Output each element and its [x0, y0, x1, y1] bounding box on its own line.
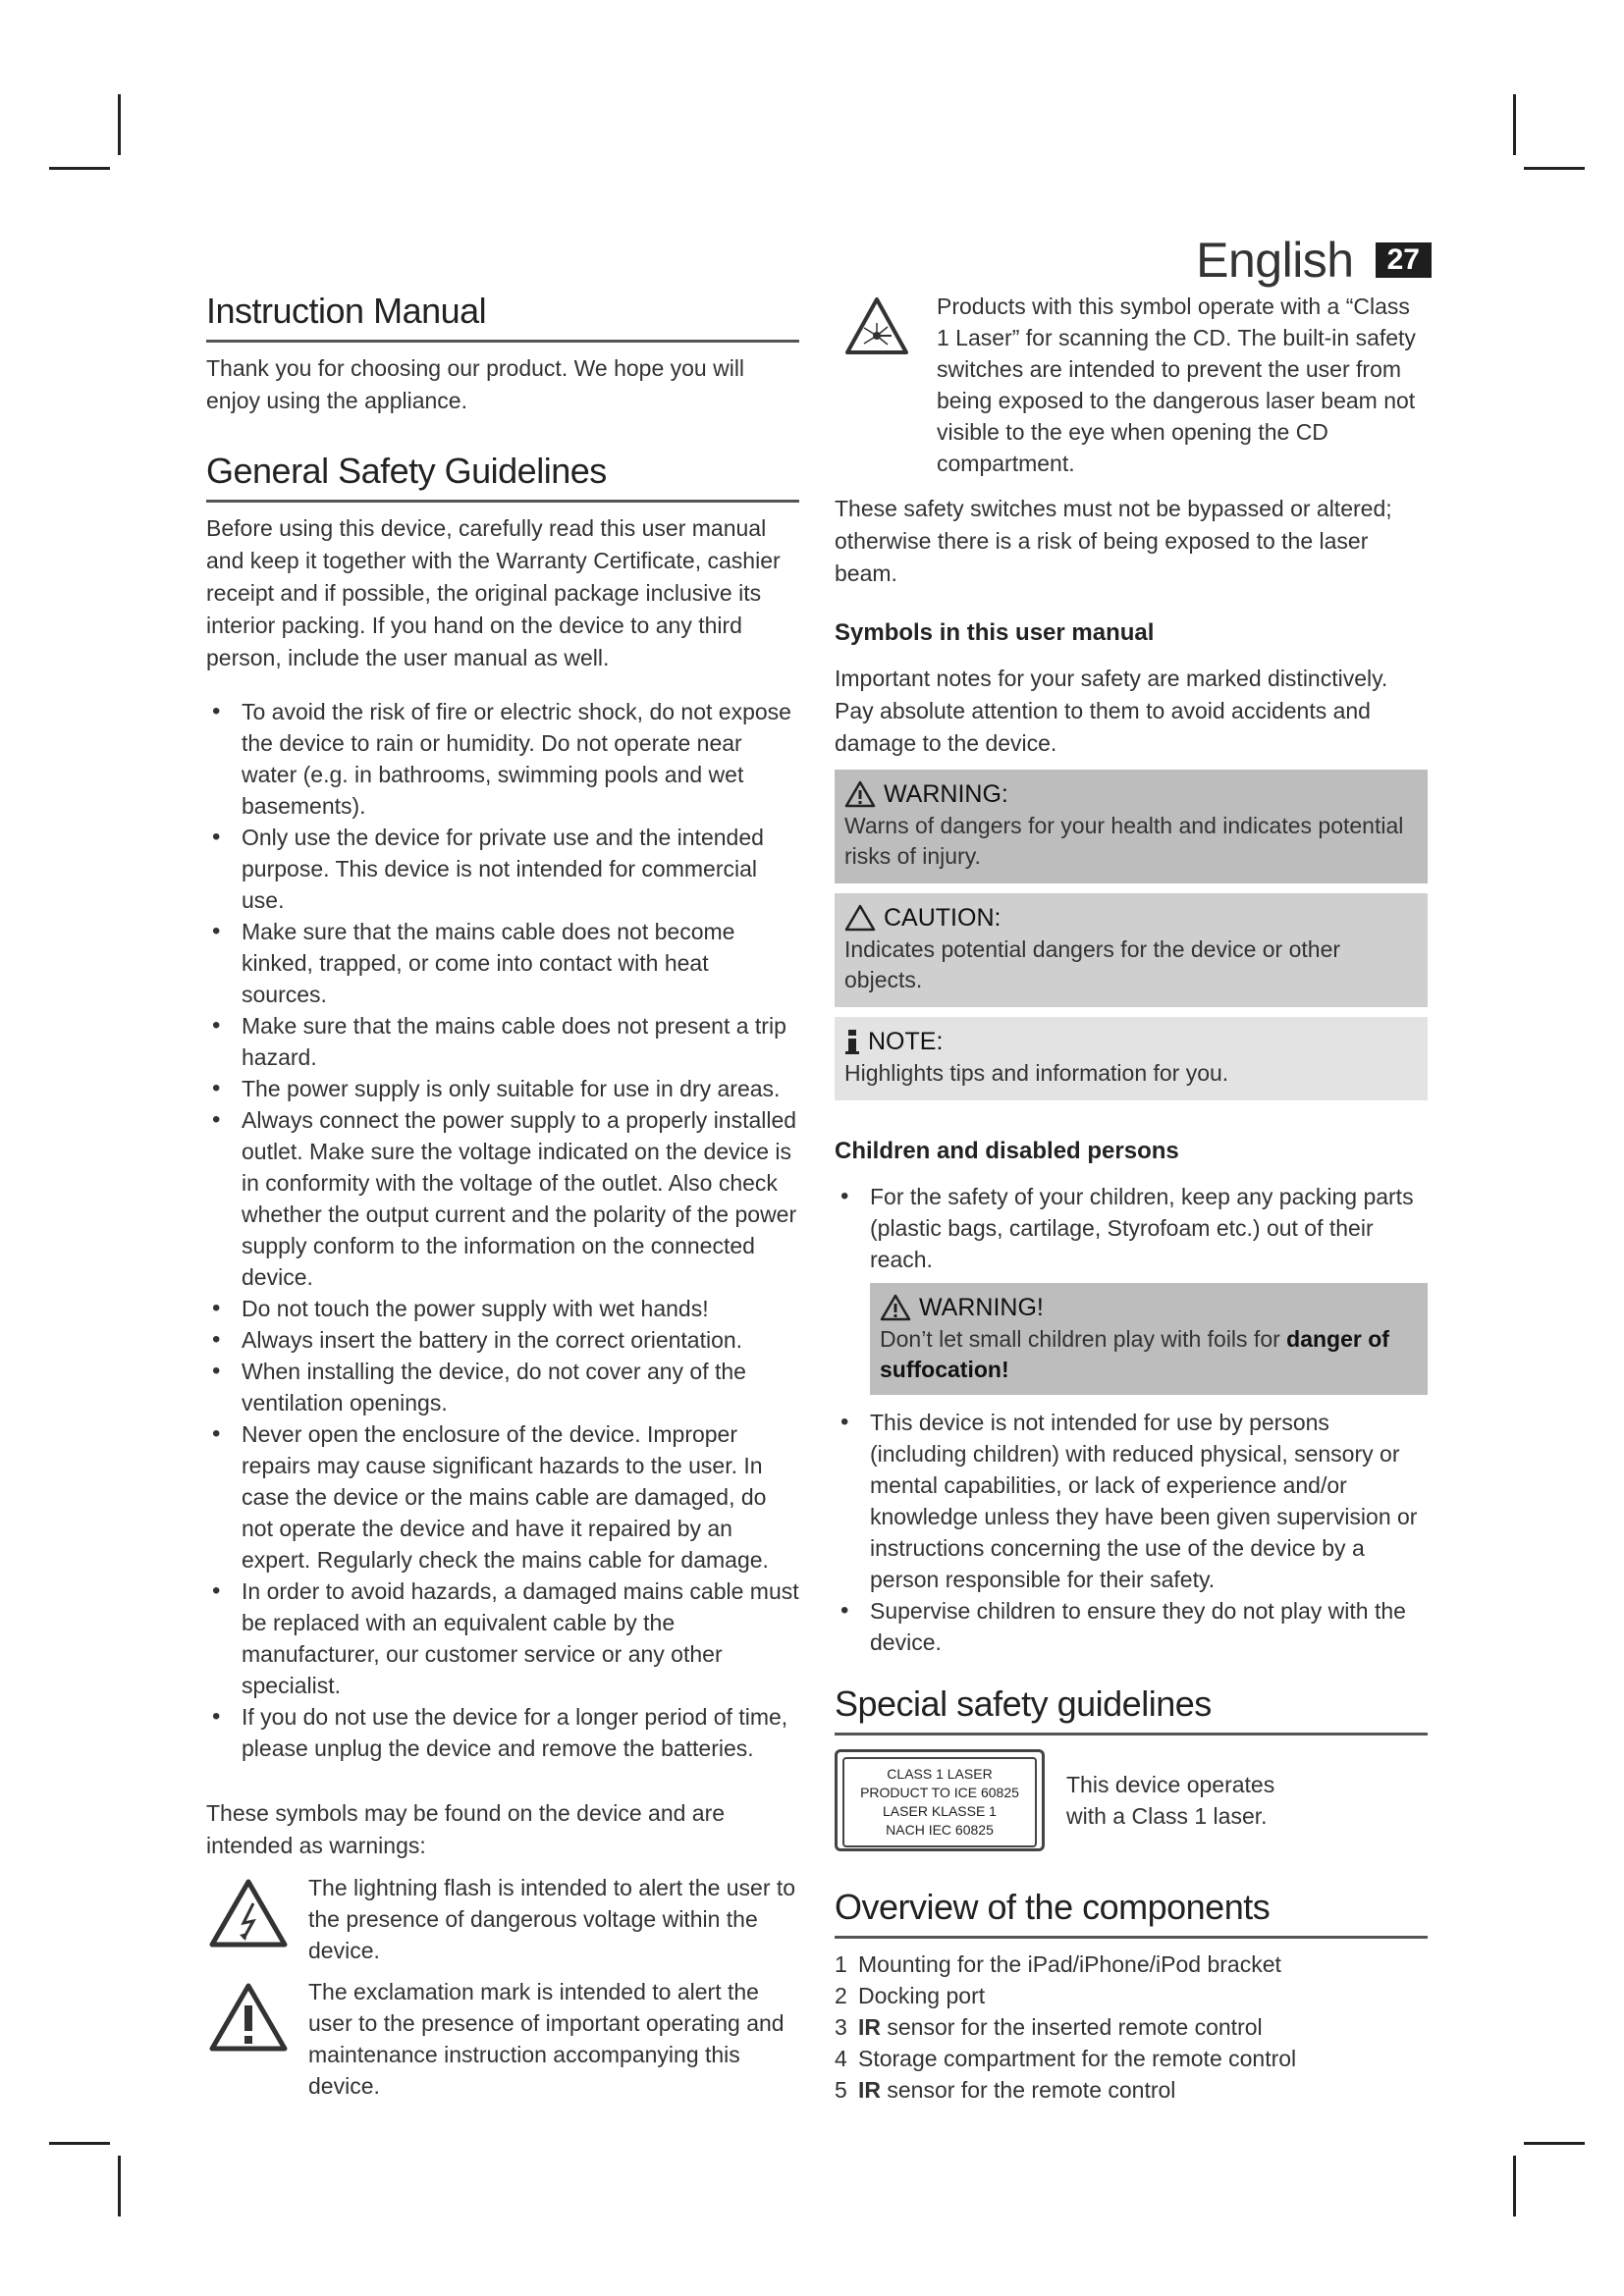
laser-symbol-row: [835, 291, 1428, 479]
caution-icon: [844, 904, 876, 932]
symbols-text: Important notes for your safety are marked distinctively. Pay absolute attention to them to avoid accidents and damage to the device.: [835, 666, 1388, 756]
children-heading: Children and disabled persons: [835, 1138, 1179, 1164]
children-bullet-list: [835, 1181, 1428, 1275]
page-number: 27: [1376, 242, 1432, 278]
laser-class-row: [835, 1749, 1428, 1851]
list-item: • In order to avoid hazards, a damaged mains cable must be replaced with an equivalent cable by the manufacturer, our customer service or any other specialist.: [206, 1575, 799, 1701]
list-item: 2 Docking port: [835, 1983, 986, 2008]
list-item: • When installing the device, do not cover any of the ventilation openings.: [206, 1356, 799, 1418]
intro-text: Thank you for choosing our product. We hope you will enjoy using the appliance.: [206, 355, 745, 413]
crop-mark: [49, 167, 110, 170]
overview-heading: Overview of the components: [835, 1887, 1428, 1939]
special-text: This device operates with a Class 1 laser.: [1066, 1772, 1275, 1829]
laser-label-line: LASER KLASSE 1: [883, 1803, 997, 1819]
symbols-heading: Symbols in this user manual: [835, 619, 1155, 646]
exclamation-text: The exclamation mark is intended to alert the user to the presence of important operating and maintenance instruction accompanying this device.: [308, 1979, 785, 2099]
lightning-symbol-row: [206, 1872, 799, 1966]
warning-icon: [880, 1294, 911, 1321]
crop-mark: [1513, 2156, 1516, 2216]
list-item: • To avoid the risk of fire or electric shock, do not expose the device to rain or humidity. Do not operate near water (e.g. in bathrooms, swimming pools and wet basements).: [206, 696, 799, 822]
warning-box: [835, 770, 1428, 883]
list-item: 4 Storage compartment for the remote control: [835, 2046, 1297, 2071]
general-safety-heading: General Safety Guidelines: [206, 451, 799, 503]
lightning-text: The lightning flash is intended to alert the user to the presence of dangerous voltage within the device.: [308, 1875, 796, 1963]
inner-warning-label: WARNING!: [919, 1294, 1044, 1321]
exclamation-warning-icon: [208, 1982, 289, 2053]
list-item: • Supervise children to ensure they do not play with the device.: [835, 1595, 1428, 1658]
list-item: • For the safety of your children, keep any packing parts (plastic bags, cartilage, Styrofoam etc.) out of their reach.: [835, 1181, 1428, 1275]
caution-text: Indicates potential dangers for the device or other objects.: [844, 936, 1341, 992]
exclamation-symbol-row: [206, 1976, 799, 2102]
crop-mark: [49, 2142, 110, 2145]
crop-mark: [118, 2156, 121, 2216]
general-intro-text: Before using this device, carefully read this user manual and keep it together with the Warranty Certificate, cashier receipt and if possible, the original package inclusive its interior packing. If you hand on the device to any third person, include the user manual as well.: [206, 515, 781, 670]
language-label: English: [1196, 233, 1354, 288]
laser-label-line: NACH IEC 60825: [886, 1822, 994, 1838]
laser-warning-icon: [844, 296, 909, 355]
children-bullet-list-2: [835, 1407, 1428, 1658]
crop-mark: [1524, 167, 1585, 170]
switches-text: These safety switches must not be bypassed or altered; otherwise there is a risk of being exposed to the laser beam.: [835, 496, 1392, 586]
note-label: NOTE:: [868, 1028, 944, 1055]
lightning-warning-icon: [208, 1878, 289, 1949]
inner-warning-box: [870, 1283, 1428, 1395]
list-item: • Always insert the battery in the correct orientation.: [206, 1324, 799, 1356]
list-item: • The power supply is only suitable for use in dry areas.: [206, 1073, 799, 1104]
instruction-manual-heading: Instruction Manual: [206, 291, 799, 343]
caution-label: CAUTION:: [884, 904, 1001, 932]
inner-warning-text: Don’t let small children play with foils for: [880, 1326, 1280, 1352]
list-item: • Always connect the power supply to a properly installed outlet. Make sure the voltage indicated on the device is in conformity with the voltage of the outlet. Also check whether the output current and the polarity of the power supply conform to the information on the connected device.: [206, 1104, 799, 1293]
list-item: • Only use the device for private use and the intended purpose. This device is not intended for commercial use.: [206, 822, 799, 916]
crop-mark: [1513, 94, 1516, 155]
list-item: • Make sure that the mains cable does not become kinked, trapped, or come into contact with heat sources.: [206, 916, 799, 1010]
laser-label-line: CLASS 1 LASER: [887, 1766, 993, 1782]
warning-text: Warns of dangers for your health and indicates potential risks of injury.: [844, 813, 1404, 869]
crop-mark: [1524, 2142, 1585, 2145]
list-item: • Never open the enclosure of the device. Improper repairs may cause significant hazards to the user. In case the device or the mains cable are damaged, do not operate the device and have it repaired by an expert. Regularly check the mains cable for damage.: [206, 1418, 799, 1575]
list-item: 3 IR sensor for the inserted remote control: [835, 2014, 1263, 2040]
list-item: • Do not touch the power supply with wet hands!: [206, 1293, 799, 1324]
list-item: 5 IR sensor for the remote control: [835, 2077, 1176, 2103]
components-list: [835, 1949, 1428, 2106]
crop-mark: [118, 94, 121, 155]
list-item: • If you do not use the device for a longer period of time, please unplug the device and remove the batteries.: [206, 1701, 799, 1764]
note-text: Highlights tips and information for you.: [844, 1060, 1229, 1086]
page-header: [1196, 232, 1432, 289]
list-item: • Make sure that the mains cable does not present a trip hazard.: [206, 1010, 799, 1073]
list-item: 1 Mounting for the iPad/iPhone/iPod bracket: [835, 1951, 1281, 1977]
left-column: [206, 291, 799, 2102]
safety-bullet-list: [206, 696, 799, 1764]
special-safety-heading: Special safety guidelines: [835, 1683, 1428, 1735]
info-icon: [844, 1028, 860, 1055]
warning-label: WARNING:: [884, 780, 1008, 808]
laser-text: Products with this symbol operate with a “Class 1 Laser” for scanning the CD. The built-in safety switches are intended to prevent the user from being exposed to the dangerous laser beam not visible to the eye when opening the CD compartment.: [937, 294, 1416, 476]
warning-icon: [844, 780, 876, 808]
list-item: • This device is not intended for use by persons (including children) with reduced physical, sensory or mental capabilities, or lack of experience and/or knowledge unless they have been given supervision or instructions concerning the use of the device by a person responsible for their safety.: [835, 1407, 1428, 1595]
laser-label-line: PRODUCT TO ICE 60825: [860, 1785, 1019, 1800]
inner-warning-bold: danger of suffocation!: [880, 1326, 1389, 1382]
laser-class-label: [835, 1749, 1045, 1851]
inner-warning-body: [880, 1324, 1418, 1385]
right-column: [835, 291, 1428, 2106]
note-box: [835, 1017, 1428, 1100]
caution-box: [835, 893, 1428, 1007]
symbols-intro-text: These symbols may be found on the device and are intended as warnings:: [206, 1800, 726, 1858]
